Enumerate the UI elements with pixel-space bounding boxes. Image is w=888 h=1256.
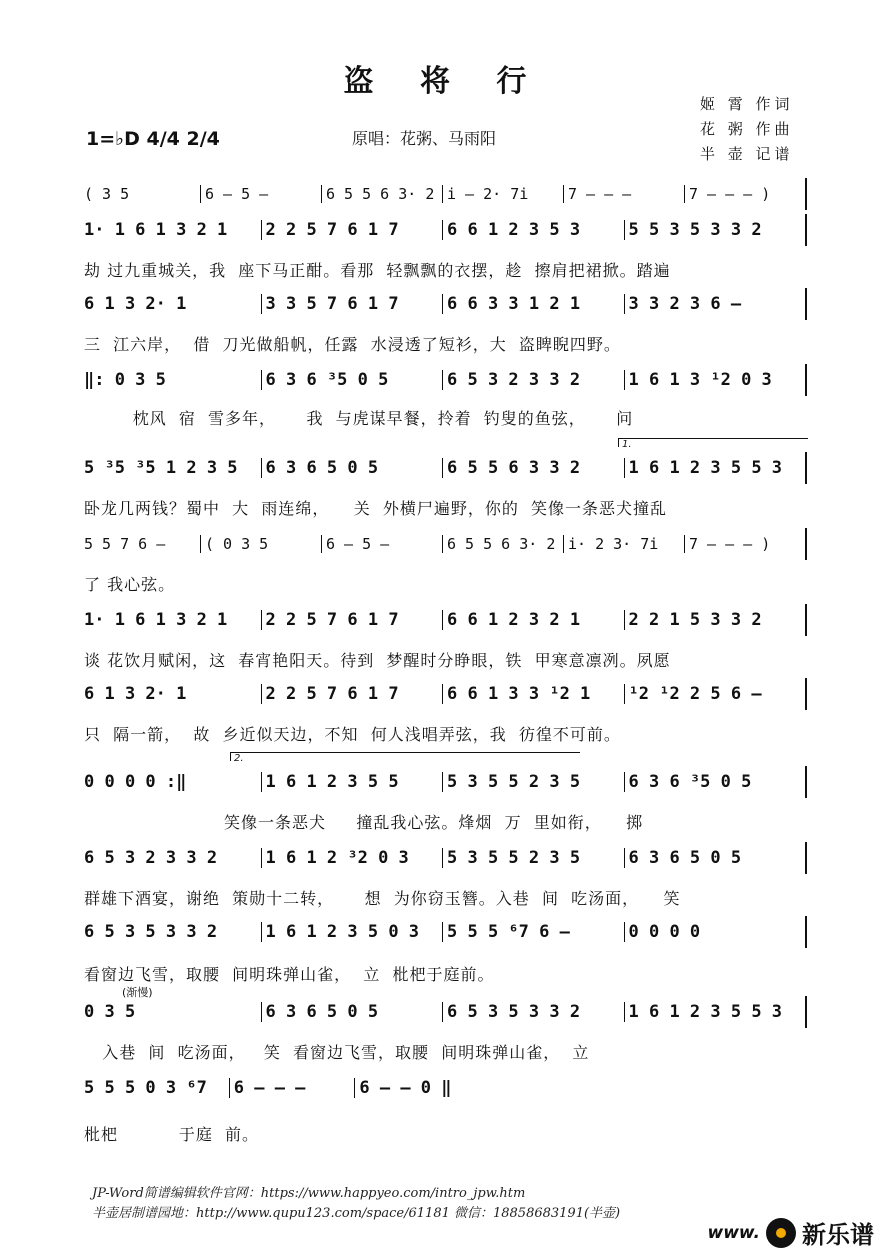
measure: 3 3 5 7 6 1 7	[261, 294, 443, 314]
composer-credit: 花 粥 作曲	[700, 120, 794, 138]
measure: ( 0 3 5	[200, 535, 321, 553]
measure: 7 – – – )	[684, 185, 805, 203]
measure: 6 5 3 2 3 3 2	[84, 848, 218, 868]
footer-software-link: JP-Word简谱编辑软件官网：https://www.happyeo.com/intro_jpw.htm	[92, 1186, 526, 1201]
measure: 6 5 5 6 3· 2	[321, 185, 442, 203]
measure: 5 5 3 5 3 3 2	[624, 220, 806, 240]
original-singer: 原唱：花粥、马雨阳	[352, 129, 497, 148]
notation-line-8	[80, 678, 807, 710]
measure: 1 6 1 2 3 5 0 3	[261, 922, 443, 942]
lyric-line-8: 笑像一条恶犬 撞乱我心弦。烽烟 万 里如衔， 掷	[84, 813, 644, 832]
notation-line-7	[80, 604, 807, 636]
lyricist-credit: 姬 霄 作词	[700, 95, 794, 113]
notation-line-4	[80, 364, 807, 396]
notation-line-2	[80, 214, 807, 246]
credits	[700, 92, 794, 167]
song-title: 盗 将 行	[343, 64, 545, 99]
measure: 0 0 0 0	[624, 922, 806, 942]
measure: 6 5 5 6 3 3 2	[442, 458, 624, 478]
key-signature: 1=♭D 4/4 2/4	[86, 128, 220, 150]
measure: 6 5 3 2 3 3 2	[442, 370, 624, 390]
measure: 0 3 5	[84, 1002, 136, 1022]
lyric-line-7: 只 隔一箭， 故 乡近似天边，不知 何人浅唱弄弦，我 彷徨不可前。	[84, 725, 621, 744]
notation-line-12	[80, 996, 807, 1028]
measure: 6 3 6 5 0 5	[261, 458, 443, 478]
measure: 5 5 5 0 3 ⁶7	[84, 1078, 207, 1098]
lyric-line-2: 三 江六岸， 借 刀光做船帆，任露 水浸透了短衫，大 盗睥睨四野。	[84, 335, 621, 354]
measure: 6 5 3 5 3 3 2	[442, 1002, 624, 1022]
notation-line-5	[80, 452, 807, 484]
measure: ¹2 ¹2 2 5 6 –	[624, 684, 806, 704]
lyric-line-5: 了 我心弦。	[84, 575, 176, 594]
notation-line-9	[80, 766, 807, 798]
measure: 3 3 2 3 6 –	[624, 294, 806, 314]
measure: 6 3 6 5 0 5	[261, 1002, 443, 1022]
measure: 5 3 5 5 2 3 5	[442, 772, 624, 792]
measure: 1· 1 6 1 3 2 1	[84, 610, 228, 630]
measure: ‖: 0 3 5	[84, 370, 166, 390]
measure: 2 2 5 7 6 1 7	[261, 684, 443, 704]
notation-line-13	[80, 1072, 480, 1104]
footer-contact: 半壶居制谱园地：http://www.qupu123.com/space/61181 微信：18858683191(半壶)	[92, 1206, 621, 1221]
measure: 1 6 1 2 3 5 5 3	[624, 1002, 806, 1022]
measure: 6 6 1 3 3 ¹2 1	[442, 684, 624, 704]
lyric-line-11: 入巷 间 吃汤面， 笑 看窗边飞雪，取腰 间明珠弹山雀， 立	[84, 1043, 590, 1062]
lyric-line-12: 枇杷 于庭 前。	[84, 1125, 260, 1144]
notation-line-1	[80, 178, 807, 210]
measure: 1 6 1 2 ³2 0 3	[261, 848, 443, 868]
measure: 6 3 6 ³5 0 5	[624, 772, 806, 792]
measure: 6 5 5 6 3· 2	[442, 535, 563, 553]
lyric-line-3: 枕风 宿 雪多年， 我 与虎谋早餐，拎着 钓叟的鱼弦， 问	[84, 409, 634, 428]
lyric-line-1: 劫 过九重城关，我 座下马正酣。看那 轻飘飘的衣摆，趁 擦肩把裙掀。踏遍	[84, 261, 671, 280]
measure: 5 5 5 ⁶7 6 –	[442, 922, 624, 942]
measure: 1· 1 6 1 3 2 1	[84, 220, 228, 240]
site-logo	[708, 1215, 875, 1250]
measure: 6 6 1 2 3 5 3	[442, 220, 624, 240]
volta-2: 2.	[230, 752, 580, 761]
measure: 1 6 1 2 3 5 5 3	[624, 458, 806, 478]
measure: 1 6 1 3 ¹2 0 3	[624, 370, 806, 390]
notation-line-11	[80, 916, 807, 948]
logo-brand: 新乐谱	[802, 1221, 874, 1249]
measure: 6 6 3 3 1 2 1	[442, 294, 624, 314]
measure: 0 0 0 0 :‖	[84, 772, 187, 792]
measure: 6 – – –	[229, 1078, 355, 1098]
measure: 1 6 1 2 3 5 5	[261, 772, 443, 792]
volta-1: 1.	[618, 438, 808, 447]
tempo-marking: (渐慢)	[122, 986, 153, 999]
measure: ( 3 5	[84, 185, 130, 203]
measure: 7 – – – )	[684, 535, 805, 553]
measure: 6 – 5 –	[200, 185, 321, 203]
measure: 6 – – 0 ‖	[354, 1078, 480, 1098]
measure: 5 3 5 5 2 3 5	[442, 848, 624, 868]
measure: 7 – – –	[563, 185, 684, 203]
lyric-line-4: 卧龙几两钱？蜀中 大 雨连绵， 关 外横尸遍野，你的 笑像一条恶犬撞乱	[84, 499, 668, 518]
notation-line-10	[80, 842, 807, 874]
measure: 6 3 6 5 0 5	[624, 848, 806, 868]
measure: 5 ³5 ³5 1 2 3 5	[84, 458, 238, 478]
measure: 6 1 3 2· 1	[84, 294, 187, 314]
measure: 2 2 5 7 6 1 7	[261, 610, 443, 630]
lyric-line-9: 群雄下酒宴，谢绝 策勋十二转， 想 为你窃玉簪。入巷 间 吃汤面， 笑	[84, 889, 681, 908]
record-disc-icon	[766, 1218, 796, 1248]
measure: 6 5 3 5 3 3 2	[84, 922, 218, 942]
measure: 5 5 7 6 –	[84, 535, 166, 553]
measure: 6 1 3 2· 1	[84, 684, 187, 704]
logo-prefix: www.	[707, 1222, 760, 1243]
measure: i· 2 3· 7i	[563, 535, 684, 553]
measure: 6 3 6 ³5 0 5	[261, 370, 443, 390]
measure: 2 2 5 7 6 1 7	[261, 220, 443, 240]
lyric-line-10: 看窗边飞雪，取腰 间明珠弹山雀， 立 枇杷于庭前。	[84, 965, 495, 984]
transcriber-credit: 半 壶 记谱	[700, 145, 794, 163]
measure: 2 2 1 5 3 3 2	[624, 610, 806, 630]
measure: 6 6 1 2 3 2 1	[442, 610, 624, 630]
notation-line-3	[80, 288, 807, 320]
measure: 6 – 5 –	[321, 535, 442, 553]
measure: i – 2· 7i	[442, 185, 563, 203]
lyric-line-6: 谈 花饮月赋闲，这 春宵艳阳天。待到 梦醒时分睁眼，铁 甲寒意凛冽。夙愿	[84, 651, 671, 670]
notation-line-6	[80, 528, 807, 560]
